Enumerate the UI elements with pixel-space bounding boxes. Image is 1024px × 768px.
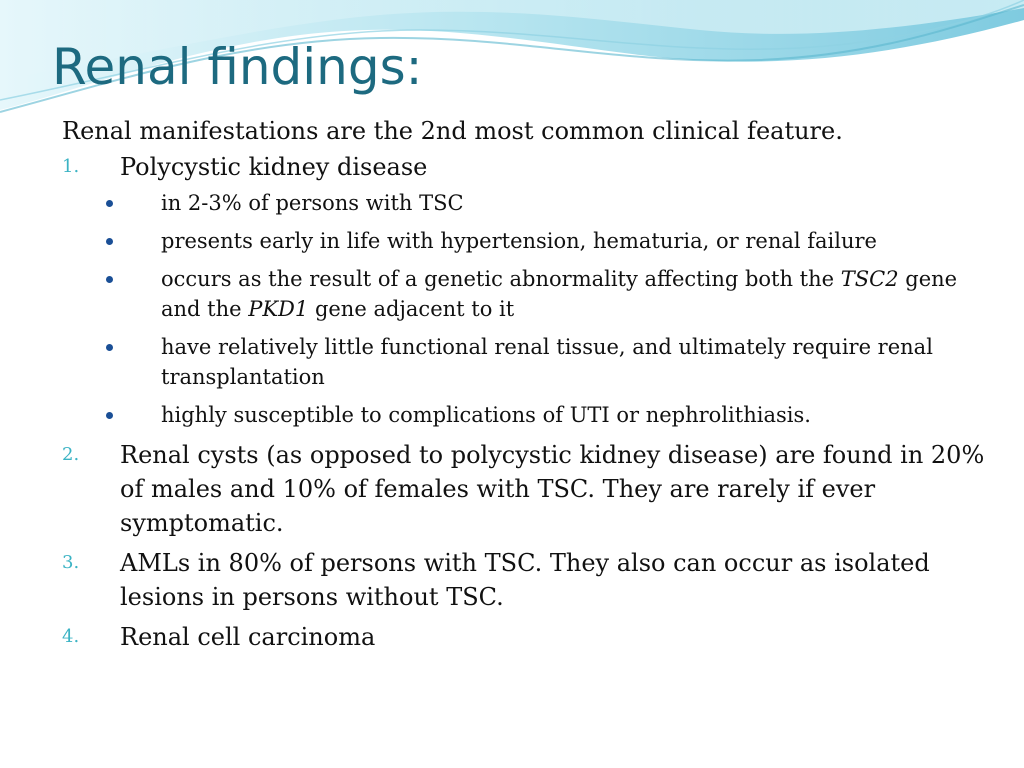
sub-bullet-item	[62, 400, 992, 430]
numbered-item-3	[62, 546, 992, 614]
bullet-dot-icon	[106, 238, 113, 245]
sub-bullet-text: highly susceptible to complications of UTI or nephrolithiasis.	[161, 403, 811, 427]
item-text: Polycystic kidney disease	[120, 153, 428, 181]
bullet-dot-icon	[106, 412, 113, 419]
sub-bullet-text: in 2-3% of persons with TSC	[161, 191, 464, 215]
item-number: 4.	[62, 626, 80, 647]
text-run: gene adjacent to it	[308, 297, 515, 321]
gene-name-tsc2: TSC2	[840, 267, 899, 291]
bullet-dot-icon	[106, 276, 113, 283]
item-text: AMLs in 80% of persons with TSC. They also can occur as isolated lesions in persons without TSC.	[120, 549, 930, 611]
intro-text: Renal manifestations are the 2nd most common clinical feature.	[62, 117, 843, 145]
text-run: gene and the	[161, 267, 958, 321]
sub-bullet-item	[62, 332, 992, 392]
sub-bullet-text	[161, 267, 957, 321]
item-number: 2.	[62, 444, 80, 465]
gene-name-pkd1: PKD1	[248, 297, 309, 321]
sub-bullet-list	[62, 188, 992, 430]
sub-bullet-text: presents early in life with hypertension, hematuria, or renal failure	[161, 229, 877, 253]
sub-bullet-item	[62, 226, 992, 256]
sub-bullet-text: have relatively little functional renal tissue, and ultimately require renal transplantation	[161, 335, 933, 389]
numbered-item-4	[62, 620, 992, 654]
text-run: occurs as the result of a genetic abnormality affecting both the	[161, 267, 841, 291]
sub-bullet-item	[62, 188, 992, 218]
sub-bullet-item	[62, 264, 992, 324]
bullet-dot-icon	[106, 200, 113, 207]
numbered-item-2	[62, 438, 992, 540]
slide-content	[62, 114, 992, 654]
numbered-item-1	[62, 150, 992, 184]
slide-title: Renal findings:	[52, 38, 423, 96]
bullet-dot-icon	[106, 344, 113, 351]
item-number: 3.	[62, 552, 80, 573]
item-text: Renal cell carcinoma	[120, 623, 376, 651]
item-text: Renal cysts (as opposed to polycystic kidney disease) are found in 20% of males and 10% of females with TSC. They are rarely if ever symptomatic.	[120, 441, 985, 537]
item-number: 1.	[62, 156, 80, 177]
